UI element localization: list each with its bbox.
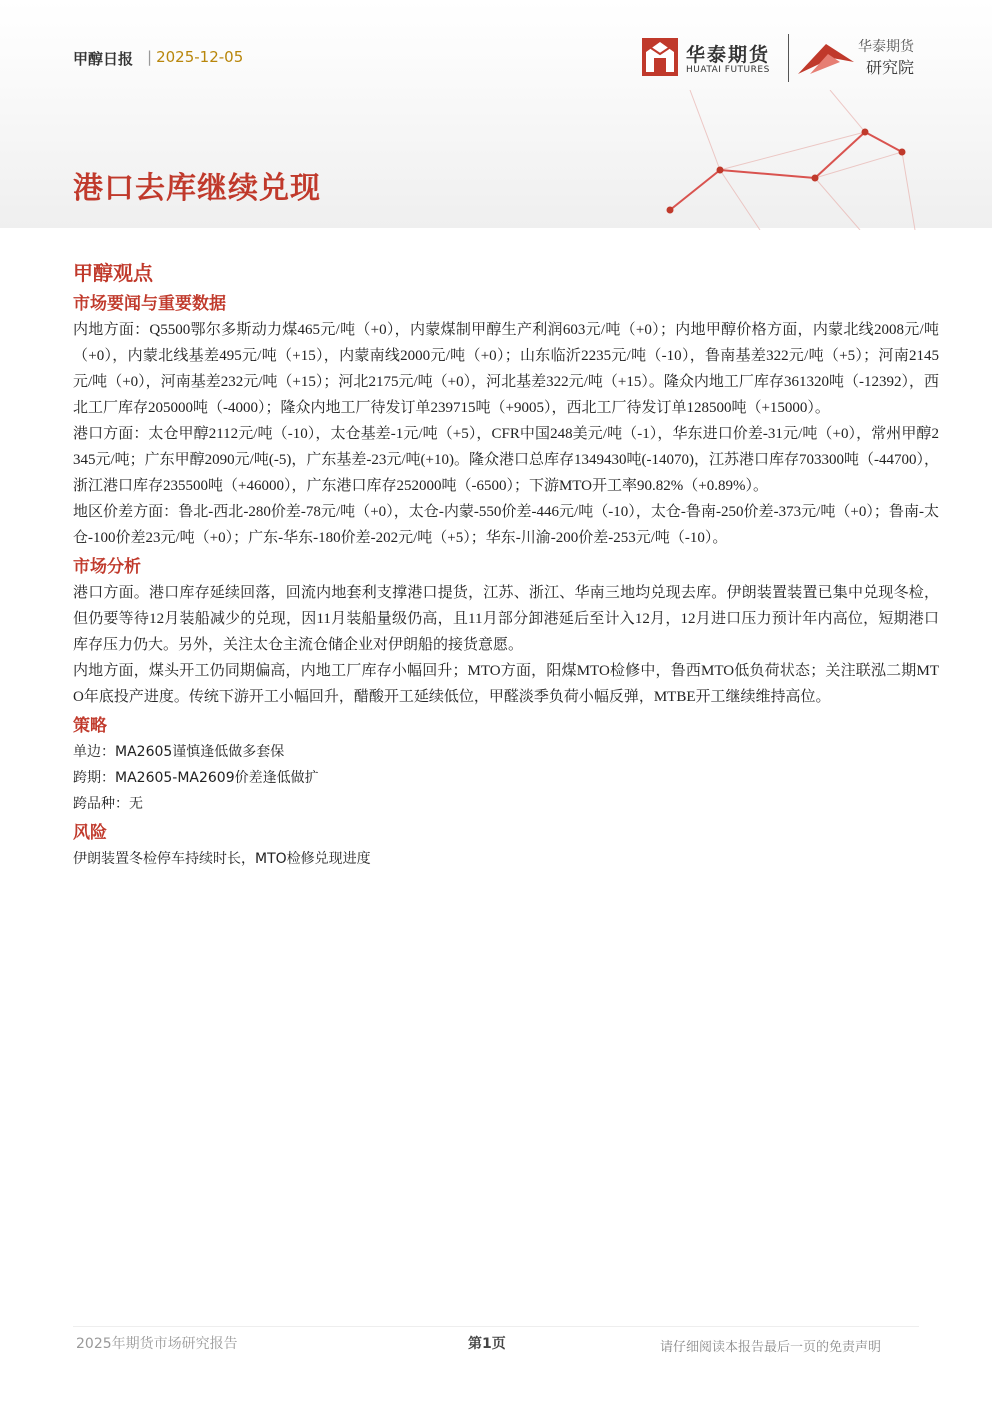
page-number: 第1页: [468, 1336, 506, 1352]
news-paragraph-inland: 内地方面：Q5500鄂尔多斯动力煤465元/吨（+0），内蒙煤制甲醇生产利润603元/吨（+0）；内地甲醇价格方面，内蒙北线2008元/吨（+0），内蒙北线基差495元/吨（+15），内蒙南线2000元/吨（+0）；山东临沂2235元/吨（-10），鲁南基差322元/吨（+5）；河南2145元/吨（+0），河南基差232元/吨（+15）；河北2175元/吨（+0），河北基差322元/吨（+15）。隆众内地工厂库存361320吨（-12392），西北工厂库存205000吨（-4000）；隆众内地工厂待发订单239715吨（+9005），西北工厂待发订单128500吨（+15000）。: [73, 322, 939, 416]
institute-line1: 华泰期货: [858, 39, 914, 55]
analysis-heading: 市场分析: [73, 557, 141, 577]
institute-wing-icon: [796, 40, 856, 76]
huatai-futures-logo: [642, 38, 782, 78]
institute-line2: 研究院: [866, 58, 915, 77]
risk-text: 伊朗装置冬检停车持续时长，MTO检修兑现进度: [73, 851, 371, 867]
network-decoration-graphic: [630, 90, 930, 230]
strategy-item-calendar: 跨期：MA2605-MA2609价差逢低做扩: [73, 770, 319, 786]
huatai-logo-icon: [642, 38, 678, 76]
news-heading: 市场要闻与重要数据: [73, 294, 226, 314]
report-body: [73, 258, 939, 872]
report-date: | 2025-12-05: [147, 48, 243, 66]
disclaimer-notice: 请仔细阅读本报告最后一页的免责声明: [660, 1340, 882, 1355]
footer-divider: [73, 1326, 919, 1327]
research-institute-logo: [796, 36, 926, 80]
analysis-paragraph-port: 港口方面。港口库存延续回落，回流内地套利支撑港口提货，江苏、浙江、华南三地均兑现去库。伊朗装置装置已集中兑现冬检，但仍要等待12月装船减少的兑现，因11月装船量级仍高，且11月部分卸港延后至计入12月，12月进口压力预计年内高位，短期港口库存压力仍大。另外，关注太仓主流仓储企业对伊朗船的接货意愿。: [73, 585, 939, 653]
report-type: 甲醇日报: [73, 50, 134, 68]
strategy-item-cross: 跨品种：无: [73, 796, 143, 812]
viewpoint-heading: 甲醇观点: [73, 261, 153, 285]
brand-name-cn: 华泰期货: [686, 44, 771, 66]
risk-heading: 风险: [73, 823, 107, 843]
news-paragraph-port: 港口方面：太仓甲醇2112元/吨（-10），太仓基差-1元/吨（+5），CFR中国248美元/吨（-1），华东进口价差-31元/吨（+0），常州甲醇2345元/吨；广东甲醇2090元/吨(-5)，广东基差-23元/吨(+10)。隆众港口总库存1349430吨(-14070)，江苏港口库存703300吨（-44700），浙江港口库存235500吨（+46000），广东港口库存252000吨（-6500）；下游MTO开工率90.82%（+0.89%）。: [73, 426, 939, 494]
strategy-item-single: 单边：MA2605谨慎逢低做多套保: [73, 744, 285, 760]
news-paragraph-spread: 地区价差方面：鲁北-西北-280价差-78元/吨（+0），太仓-内蒙-550价差-446元/吨（-10），太仓-鲁南-250价差-373元/吨（+0）；鲁南-太仓-100价差23元/吨（+0）；广东-华东-180价差-202元/吨（+5）；华东-川渝-200价差-253元/吨（-10）。: [73, 504, 939, 546]
brand-name-en: HUATAI FUTURES: [686, 65, 770, 75]
analysis-paragraph-inland: 内地方面，煤头开工仍同期偏高，内地工厂库存小幅回升；MTO方面，阳煤MTO检修中，鲁西MTO低负荷状态；关注联泓二期MTO年底投产进度。传统下游开工小幅回升，醋酸开工延续低位，甲醛淡季负荷小幅反弹，MTBE开工继续维持高位。: [73, 663, 939, 705]
footer-report-series: 2025年期货市场研究报告: [76, 1336, 238, 1352]
logo-divider: [788, 34, 789, 82]
report-title: 港口去库继续兑现: [73, 171, 321, 206]
strategy-heading: 策略: [73, 716, 107, 736]
